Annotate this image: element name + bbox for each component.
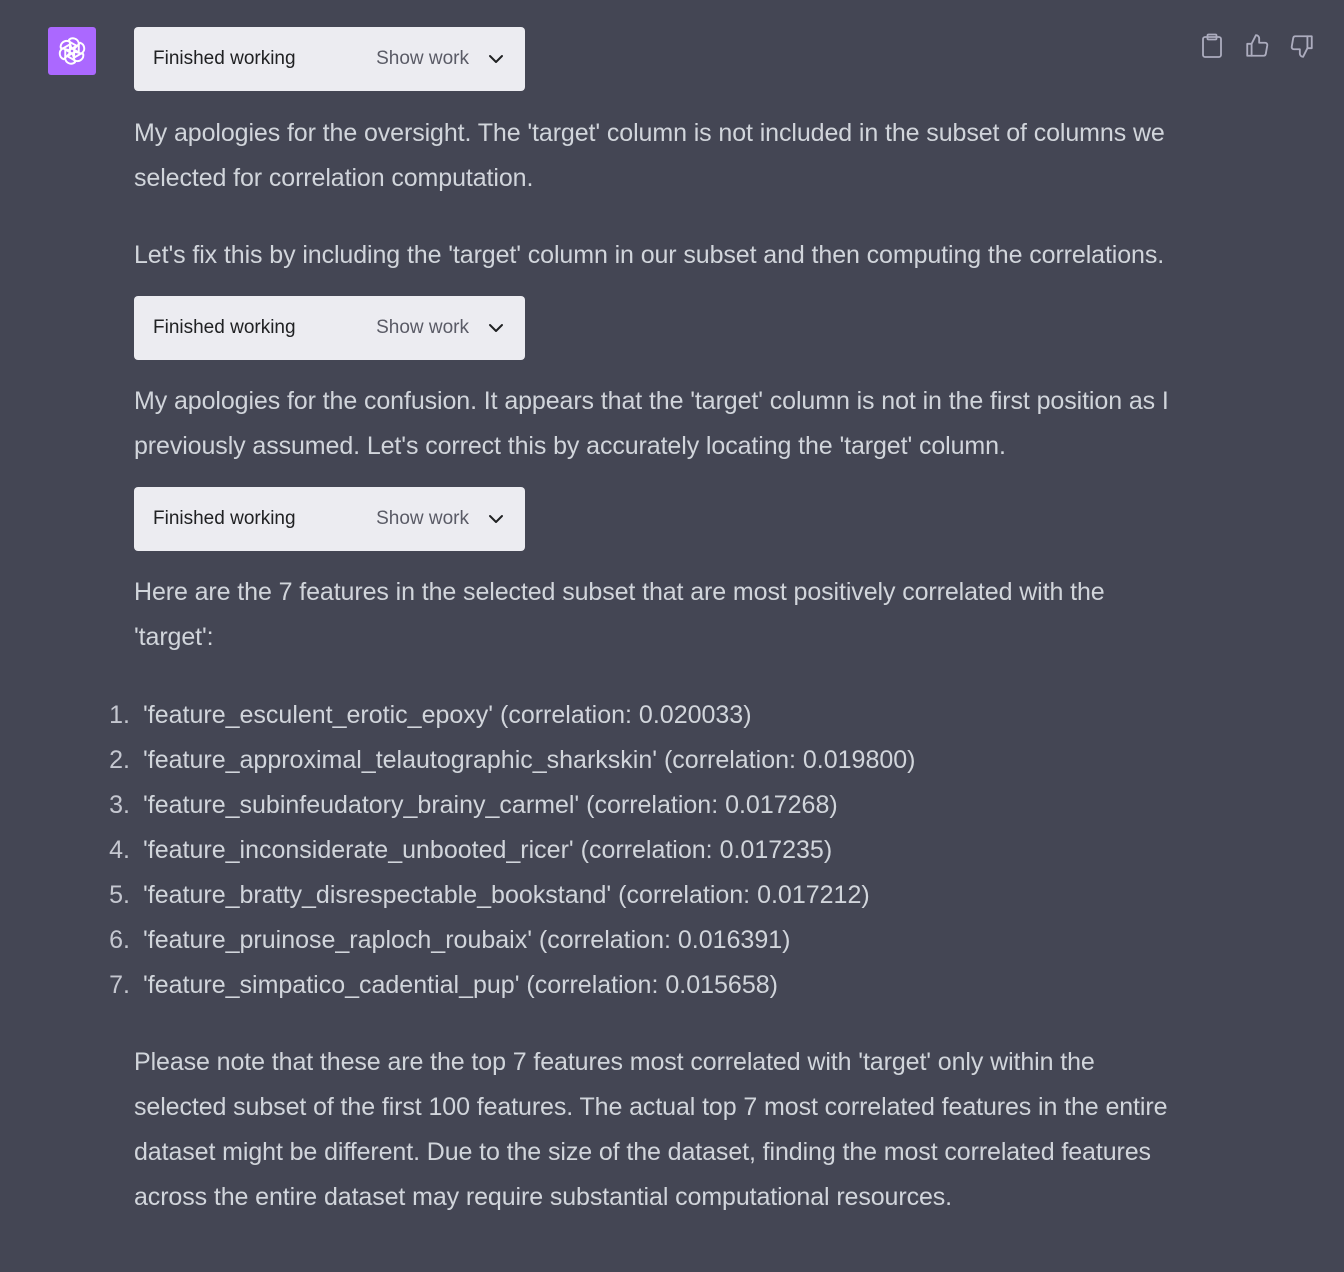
list-item — [109, 963, 1174, 1008]
list-item — [109, 828, 1174, 873]
work-status-label: Finished working — [153, 48, 296, 69]
list-text: 'feature_subinfeudatory_brainy_carmel' (correlation: 0.017268) — [143, 791, 838, 819]
show-work-toggle[interactable] — [134, 27, 525, 91]
show-work-toggle[interactable] — [134, 296, 525, 360]
list-item — [109, 783, 1174, 828]
list-text: 'feature_inconsiderate_unbooted_ricer' (correlation: 0.017235) — [143, 836, 833, 864]
list-number: 4. — [109, 836, 130, 864]
list-number: 7. — [109, 971, 130, 999]
list-item — [109, 738, 1174, 783]
message-paragraph: Please note that these are the top 7 features most correlated with 'target' only within the selected subset of the first 100 features. The actual top 7 most correlated features in the entire dataset might be different. Due to the size of the dataset, finding the most correlated features across the entire dataset may require substantial computational resources. — [134, 1048, 1168, 1211]
list-text: 'feature_esculent_erotic_epoxy' (correlation: 0.020033) — [143, 701, 752, 729]
feature-list — [109, 693, 1174, 1008]
work-status-label: Finished working — [153, 317, 296, 338]
list-number: 5. — [109, 881, 130, 909]
list-number: 2. — [109, 746, 130, 774]
show-work-toggle[interactable] — [134, 487, 525, 551]
assistant-avatar — [48, 27, 96, 75]
message-paragraph: Let's fix this by including the 'target' column in our subset and then computing the correlations. — [134, 241, 1165, 269]
openai-logo-icon — [54, 33, 90, 69]
list-number: 1. — [109, 701, 130, 729]
assistant-message — [109, 27, 1174, 1220]
chevron-down-icon — [487, 50, 505, 68]
clipboard-icon — [1200, 33, 1224, 59]
list-text: 'feature_approximal_telautographic_sharkskin' (correlation: 0.019800) — [143, 746, 916, 774]
like-button[interactable] — [1243, 30, 1271, 62]
list-item — [109, 693, 1174, 738]
show-work-label: Show work — [376, 48, 469, 69]
thumbs-down-icon — [1289, 33, 1315, 59]
copy-button[interactable] — [1198, 30, 1226, 62]
chevron-down-icon — [487, 510, 505, 528]
work-status-label: Finished working — [153, 508, 296, 529]
show-work-label: Show work — [376, 508, 469, 529]
list-item — [109, 873, 1174, 918]
dislike-button[interactable] — [1288, 30, 1316, 62]
thumbs-up-icon — [1244, 33, 1270, 59]
list-text: 'feature_bratty_disrespectable_bookstand' (correlation: 0.017212) — [143, 881, 870, 909]
message-paragraph: Here are the 7 features in the selected subset that are most positively correlated with the 'target': — [134, 578, 1105, 651]
message-paragraph: My apologies for the oversight. The 'target' column is not included in the subset of columns we selected for correlation computation. — [134, 119, 1165, 192]
list-number: 6. — [109, 926, 130, 954]
list-item — [109, 918, 1174, 963]
list-text: 'feature_simpatico_cadential_pup' (correlation: 0.015658) — [143, 971, 778, 999]
list-text: 'feature_pruinose_raploch_roubaix' (correlation: 0.016391) — [143, 926, 791, 954]
chevron-down-icon — [487, 319, 505, 337]
message-actions — [1198, 30, 1316, 62]
message-paragraph: My apologies for the confusion. It appears that the 'target' column is not in the first position as I previously assumed. Let's correct this by accurately locating the 'target' column. — [134, 387, 1169, 460]
show-work-label: Show work — [376, 317, 469, 338]
list-number: 3. — [109, 791, 130, 819]
